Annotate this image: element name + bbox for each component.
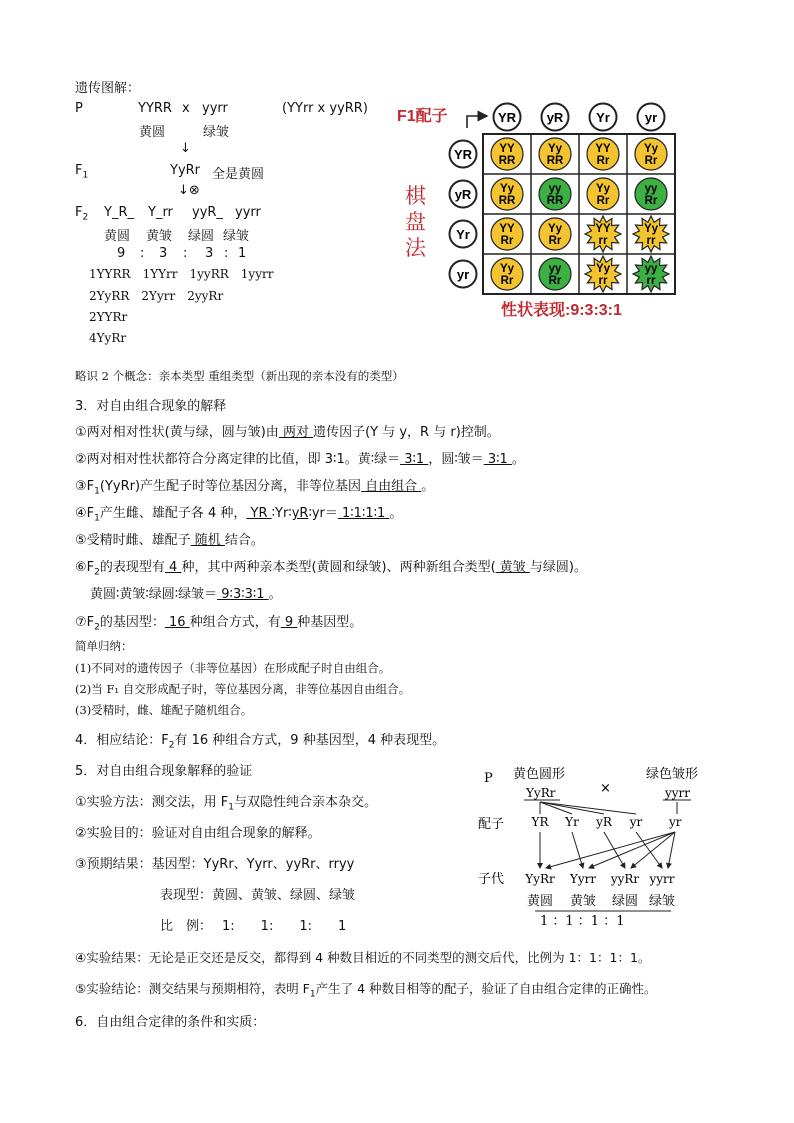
cell-allele-bottom: Rr xyxy=(644,155,658,167)
tc-right-pheno: 绿色皱形 xyxy=(646,767,699,782)
cell-allele-bottom: Rr xyxy=(548,235,562,247)
tc-offspring-geno: Yyrr xyxy=(569,872,597,886)
tc-gamete-line xyxy=(572,832,583,868)
f2-geno-3: yyR_ xyxy=(192,205,223,220)
f2-ratio-1: 9 xyxy=(117,246,126,261)
sec5-phenotypes: 表现型：黄圆、黄皱、绿圆、绿皱 xyxy=(160,888,356,903)
side-text-1: 棋 xyxy=(405,184,426,208)
sec5-title: 5．对自由组合现象解释的验证 xyxy=(75,764,253,779)
f2-ratio-sep-3: : xyxy=(224,246,229,261)
geno-row-2: 2YyRR 2Yyrr 2yyRr xyxy=(89,289,224,303)
cell-allele-top: Yy xyxy=(595,183,611,195)
f1-genotype: YyRr xyxy=(170,163,201,178)
cell-allele-top: YY xyxy=(499,143,515,155)
top-gamete-label: yR xyxy=(546,110,564,125)
f1-note: 全是黄圆 xyxy=(212,167,265,182)
p-pheno-left: 黄圆 xyxy=(139,125,166,140)
f1-gamete-label: F1配子 xyxy=(397,108,448,125)
f2-pheno-2: 黄皱 xyxy=(146,229,173,244)
left-gamete-label: Yr xyxy=(456,227,470,242)
tc-parent-line xyxy=(540,802,604,814)
geno-row-1: 1YYRR 1YYrr 1yyRR 1yyrr xyxy=(89,267,274,281)
sec3-line7: 黄圆∶黄皱∶绿圆∶绿皱＝ 9∶3∶3∶1 。 xyxy=(90,587,282,602)
geno-row-3: 2YYRr xyxy=(89,310,128,324)
cell-allele-top: YY xyxy=(499,223,515,235)
sec3-line4: $④F_1$产生雌、雄配子各 4 种， YR ∶Yr∶yR∶yr＝ 1∶1∶1∶1 。 xyxy=(75,506,403,524)
blank-two-pairs: 两对 xyxy=(278,425,314,440)
arrow-down-icon: ↓ xyxy=(180,141,191,156)
p-pheno-right: 绿皱 xyxy=(203,125,230,140)
sec3-line8: $⑦F_2$的基因型： 16 种组合方式，有 9 种基因型。 xyxy=(75,615,363,633)
blank-pheno-ratio: 9∶3∶3∶1 xyxy=(217,587,269,602)
sec5-conclusion: ⑤实验结论：测交结果与预期相符，表明 $F_1$产生了 4 种数目相等的配子，验证了自由组合定律的正确性。 xyxy=(75,981,657,1000)
summary-title: 简单归纳： xyxy=(75,639,133,653)
f2-pheno-1: 黄圆 xyxy=(104,229,131,244)
left-gamete-label: YR xyxy=(453,147,473,162)
top-gamete-label: YR xyxy=(497,110,517,125)
tc-offspring-pheno: 黄皱 xyxy=(569,894,597,909)
sec3-line3: $③F_1(YyRr)$产生配子时等位基因分离，非等位基因 自由组合 。 xyxy=(75,479,435,497)
sec5-method: ①实验方法：测交法，用 $F_1$与双隐性纯合亲本杂交。 xyxy=(75,795,378,813)
cell-allele-top: yy xyxy=(644,263,658,275)
blank-random: 随机 xyxy=(190,533,225,548)
concept-note: 略识 2 个概念：亲本类型 重组类型（新出现的亲本没有的类型） xyxy=(75,369,404,383)
sec5-prediction: ③预期结果：基因型：YyRr、Yyrr、yyRr、rryy xyxy=(75,857,355,872)
cell-allele-top: Yy xyxy=(595,263,611,275)
cell-allele-top: YY xyxy=(595,223,611,235)
tc-left-pheno: 黄色圆形 xyxy=(513,767,566,782)
blank-combination-count: 16 xyxy=(164,615,190,630)
tc-offspring-geno: yyrr xyxy=(649,872,675,886)
f2-ratio-sep-1: : xyxy=(140,246,145,261)
tc-parent-line xyxy=(540,802,636,814)
cell-allele-top: Yy xyxy=(499,183,515,195)
sec3-line6: $⑥F_2$的表现型有 4 种，其中两种亲本类型(黄圆和绿皱)、两种新组合类型( 黄皱 与绿圆)。 xyxy=(75,560,587,578)
cell-allele-bottom: rr xyxy=(646,275,656,287)
sec3-line1: ①两对相对性状(黄与绿，圆与皱)由 两对 遗传因子(Y 与 y，R 与 r)控制。 xyxy=(75,425,500,440)
sec4-conclusion: 4．相应结论：$F_2$有 16 种组合方式，9 种基因型，4 种表现型。 xyxy=(75,733,446,751)
cell-allele-bottom: RR xyxy=(498,195,516,207)
p-cross-alt: (YYrr x yyRR) xyxy=(282,101,368,116)
testcross-diagram xyxy=(478,762,723,932)
tc-offspring-pheno: 绿皱 xyxy=(648,894,676,909)
cell-allele-top: yy xyxy=(644,183,658,195)
f2-label: $F_2$ xyxy=(75,205,89,223)
cell-allele-bottom: Rr xyxy=(596,195,610,207)
punnett-result: 性状表现:9:3:3:1 xyxy=(501,302,622,319)
p-label: P xyxy=(75,101,83,116)
left-gamete-label: yr xyxy=(456,267,470,282)
sec6-title: 6．自由组合定律的条件和实质： xyxy=(75,1015,266,1030)
sec3-line2: ②两对相对性状都符合分离定律的比值，即 3∶1。黄∶绿＝ 3∶1 ，圆∶皱＝ 3∶1 。 xyxy=(75,452,525,467)
cell-allele-top: yy xyxy=(548,183,562,195)
cell-allele-top: Yy xyxy=(643,143,659,155)
tc-gamete: yR xyxy=(596,815,612,829)
cell-allele-top: Yy xyxy=(499,263,515,275)
f2-ratio-4: 1 xyxy=(238,246,247,261)
summary-item-2: (2)当 F₁ 自交形成配子时，等位基因分离，非等位基因自由组合。 xyxy=(75,682,411,696)
blank-gamete-ratio: 1∶1∶1∶1 xyxy=(337,506,390,521)
tc-p-label: P xyxy=(484,771,493,786)
sec5-ratio: 比 例： 1: 1: 1: 1 xyxy=(160,919,347,934)
cell-allele-top: Yy xyxy=(643,223,659,235)
tc-gamete-lines xyxy=(540,802,677,868)
blank-yr-gamete: YR xyxy=(246,506,272,521)
f2-pheno-3: 绿圆 xyxy=(188,229,215,244)
blank-yellow-green-ratio: 3∶1 xyxy=(400,452,429,467)
f1-label: $F_1$ xyxy=(75,163,89,181)
cell-allele-bottom: RR xyxy=(546,195,564,207)
tc-gamete-line xyxy=(546,832,675,868)
cell-allele-bottom: Rr xyxy=(596,155,610,167)
p-cross-right: yyrr xyxy=(202,101,228,116)
top-gamete-label: yr xyxy=(644,110,658,125)
cell-allele-bottom: rr xyxy=(646,235,656,247)
tc-gamete: YR xyxy=(531,815,549,829)
punnett-square xyxy=(395,100,695,325)
summary-item-3: (3)受精时，雌、雄配子随机组合。 xyxy=(75,703,253,717)
blank-genotype-count: 9 xyxy=(280,615,298,630)
blank-pheno-count: 4 xyxy=(164,560,182,575)
tc-offspring-pheno: 绿圆 xyxy=(611,894,639,909)
f2-geno-4: yyrr xyxy=(235,205,261,220)
f2-geno-2: Y_rr xyxy=(148,205,173,220)
cell-allele-bottom: Rr xyxy=(500,275,514,287)
cell-allele-bottom: rr xyxy=(598,235,608,247)
top-gamete-label: Yr xyxy=(596,110,610,125)
tc-gamete-label: 配子 xyxy=(478,817,505,832)
tc-offspring-geno: yyRr xyxy=(610,872,640,886)
sec3-title: 3．对自由组合现象的解释 xyxy=(75,399,227,414)
cell-allele-bottom: Rr xyxy=(548,275,562,287)
f2-geno-1: Y_R_ xyxy=(104,205,134,220)
tc-gamete-line xyxy=(589,832,675,868)
tc-offspring-label: 子代 xyxy=(478,872,505,887)
tc-gamete-line xyxy=(636,832,662,868)
sec5-aim: ②实验目的：验证对自由组合现象的解释。 xyxy=(75,826,321,841)
blank-free-combination: 自由组合 xyxy=(361,479,422,494)
f2-ratio-3: 3 xyxy=(205,246,214,261)
blank-round-wrinkled-ratio: 3∶1 xyxy=(483,452,512,467)
tc-gamete-line xyxy=(604,832,625,868)
cell-allele-top: Yy xyxy=(547,143,563,155)
side-text-2: 盘 xyxy=(405,210,426,234)
cell-allele-top: YY xyxy=(595,143,611,155)
side-text-3: 法 xyxy=(405,236,426,260)
blank-yr-lower: yR xyxy=(291,506,309,521)
cell-allele-top: Yy xyxy=(547,223,563,235)
tc-left-geno: YyRr xyxy=(526,786,556,800)
p-cross-x: x xyxy=(182,101,190,116)
cell-allele-bottom: RR xyxy=(546,155,564,167)
sec5-result: ④实验结果：无论是正交还是反交，都得到 4 种数目相近的不同类型的测交后代，比例为 1：1：1：1。 xyxy=(75,950,651,965)
tc-gamete: yr xyxy=(629,815,643,829)
cell-allele-bottom: rr xyxy=(598,275,608,287)
f2-pheno-4: 绿皱 xyxy=(223,229,250,244)
tc-right-geno: yyrr xyxy=(665,786,691,800)
cell-allele-bottom: Rr xyxy=(644,195,658,207)
f2-ratio-sep-2: : xyxy=(183,246,188,261)
self-cross-icon: ↓⊗ xyxy=(178,183,200,198)
diagram-heading: 遗传图解： xyxy=(75,81,141,96)
left-gamete-label: yR xyxy=(454,187,472,202)
geno-row-4: 4YyRr xyxy=(89,331,127,345)
f1-label-arrow xyxy=(467,116,487,128)
tc-cross-x: × xyxy=(600,781,611,796)
cell-allele-bottom: RR xyxy=(498,155,516,167)
tc-gamete: Yr xyxy=(565,815,579,829)
cell-allele-top: yy xyxy=(548,263,562,275)
p-cross-left: YYRR xyxy=(138,101,172,116)
tc-gamete-line xyxy=(631,832,675,868)
cell-allele-bottom: Rr xyxy=(500,235,514,247)
summary-item-1: (1)不同对的遗传因子（非等位基因）在形成配子时自由组合。 xyxy=(75,661,391,675)
tc-offspring-geno: YyRr xyxy=(525,872,555,886)
sec3-line5: ⑤受精时雌、雄配子 随机 结合。 xyxy=(75,533,264,548)
tc-offspring-pheno: 黄圆 xyxy=(526,894,554,909)
tc-right-gamete: yr xyxy=(669,815,682,829)
f2-ratio-2: 3 xyxy=(159,246,168,261)
blank-yellow-wrinkled: 黄皱 xyxy=(495,560,530,575)
tc-ratio: 1 ：1 ：1 ：1 xyxy=(540,914,625,929)
